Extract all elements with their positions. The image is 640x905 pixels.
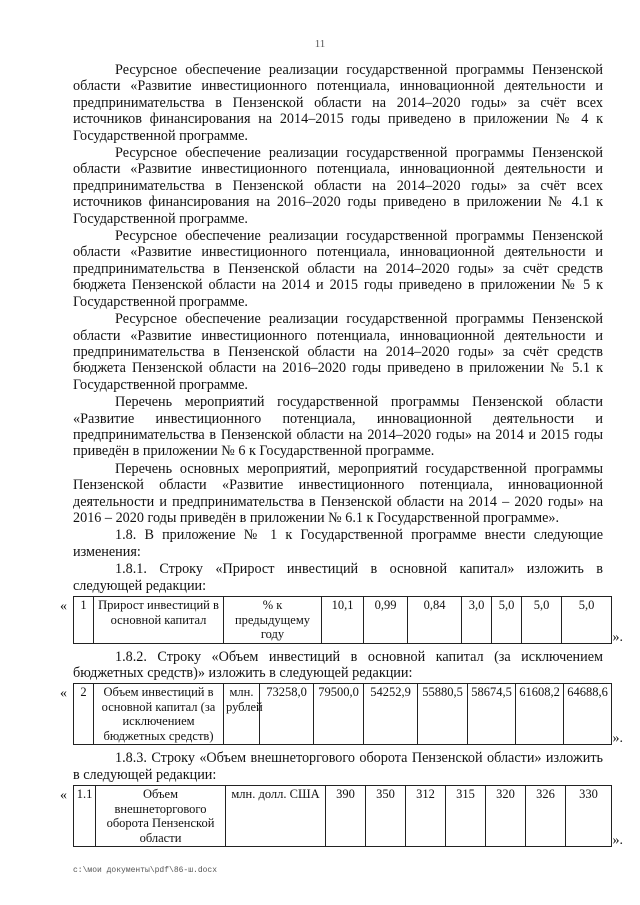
value-cell: 79500,0	[314, 684, 364, 745]
value-cell: 312	[406, 786, 446, 847]
paragraph-resource-2016: Ресурсное обеспечение реализации государственной программы Пензенской области «Развитие инвестиционного потенциала, инновационной деятельности и предпринимательства в Пензенской области на 2014–2020 годы» за счёт всех источников финансирования на 2016–2020 годы приведено в приложении № 4.1 к Государственной программе.	[73, 145, 603, 227]
indicator-name: Объем внешнеторгового оборота Пензенской области	[96, 786, 226, 847]
indicator-name: Объем инвестиций в основной капитал (за исключением бюджетных средств)	[94, 684, 224, 745]
value-cell: 64688,6	[564, 684, 612, 745]
indicator-unit: % к предыдущему году	[224, 597, 322, 644]
value-cell: 61608,2	[516, 684, 564, 745]
paragraph-1-8: 1.8. В приложение № 1 к Государственной программе внести следующие изменения:	[73, 527, 603, 560]
value-cell: 54252,9	[364, 684, 418, 745]
table-row-investment-growth	[60, 596, 623, 645]
indicator-name: Прирост инвестиций в основной капитал	[94, 597, 224, 644]
opening-quote: «	[60, 599, 67, 614]
row-number: 1	[74, 597, 94, 644]
indicator-unit: млн. долл. США	[226, 786, 326, 847]
indicator-table-3	[73, 785, 612, 847]
value-cell: 0,99	[364, 597, 408, 644]
paragraph-budget-2014: Ресурсное обеспечение реализации государственной программы Пензенской области «Развитие инвестиционного потенциала, инновационной деятельности и предпринимательства в Пензенской области на 2014–2020 годы» за счёт средств бюджета Пензенской области на 2014 и 2015 годы приведено в приложении № 5 к Государственной программе.	[73, 228, 603, 310]
value-cell: 326	[526, 786, 566, 847]
value-cell: 5,0	[492, 597, 522, 644]
value-cell: 73258,0	[260, 684, 314, 745]
opening-quote: «	[60, 788, 67, 804]
value-cell: 0,84	[408, 597, 462, 644]
table-row-foreign-trade	[60, 785, 623, 849]
indicator-unit: млн. рублей	[224, 684, 260, 745]
paragraph-measures-2016: Перечень основных мероприятий, мероприятий государственной программы Пензенской области «Развитие инвестиционного потенциала, инновационной деятельности и предпринимательства в Пензенской области на 2014 – 2020 годы» на 2016 – 2020 годы приведён в приложении № 6.1 к Государственной программе».	[73, 460, 603, 526]
paragraph-1-8-2: 1.8.2. Строку «Объем инвестиций в основной капитал (за исключением бюджетных средств)» изложить в следующей редакции:	[73, 648, 603, 681]
document-body	[60, 62, 623, 852]
value-cell: 55880,5	[418, 684, 468, 745]
value-cell: 10,1	[322, 597, 364, 644]
paragraph-measures-2014: Перечень мероприятий государственной программы Пензенской области «Развитие инвестиционного потенциала, инновационной деятельности и предпринимательства в Пензенской области на 2014–2020 годы» на 2014 и 2015 годы приведён в приложении № 6 к Государственной программе.	[73, 394, 603, 460]
table-row-investment-volume	[60, 683, 623, 747]
paragraph-resource-2014: Ресурсное обеспечение реализации государственной программы Пензенской области «Развитие инвестиционного потенциала, инновационной деятельности и предпринимательства в Пензенской области на 2014–2020 годы» за счёт всех источников финансирования на 2014–2015 годы приведено в приложении № 4 к Государственной программе.	[73, 62, 603, 144]
opening-quote: «	[60, 686, 67, 702]
page-number: 11	[314, 38, 326, 50]
closing-quote: ».	[612, 629, 623, 645]
value-cell: 330	[566, 786, 612, 847]
row-number: 2	[74, 684, 94, 745]
row-number: 1.1	[74, 786, 96, 847]
value-cell: 5,0	[522, 597, 562, 644]
value-cell: 320	[486, 786, 526, 847]
value-cell: 58674,5	[468, 684, 516, 745]
paragraph-budget-2016: Ресурсное обеспечение реализации государственной программы Пензенской области «Развитие инвестиционного потенциала, инновационной деятельности и предпринимательства в Пензенской области на 2014–2020 годы» за счёт средств бюджета Пензенской области на 2016–2020 годы приведено в приложении № 5.1 к Государственной программе.	[73, 311, 603, 393]
closing-quote: ».	[612, 833, 623, 849]
value-cell: 390	[326, 786, 366, 847]
value-cell: 3,0	[462, 597, 492, 644]
paragraph-1-8-1: 1.8.1. Строку «Прирост инвестиций в основной капитал» изложить в следующей редакции:	[73, 561, 603, 594]
value-cell: 5,0	[562, 597, 612, 644]
value-cell: 350	[366, 786, 406, 847]
file-path-footer: c:\мои документы\pdf\86-ш.docx	[73, 866, 218, 875]
value-cell: 315	[446, 786, 486, 847]
paragraph-1-8-3: 1.8.3. Строку «Объем внешнеторгового оборота Пензенской области» изложить в следующей редакции:	[73, 750, 603, 783]
indicator-table-2	[73, 683, 612, 745]
indicator-table-1	[73, 596, 612, 644]
closing-quote: ».	[612, 731, 623, 747]
